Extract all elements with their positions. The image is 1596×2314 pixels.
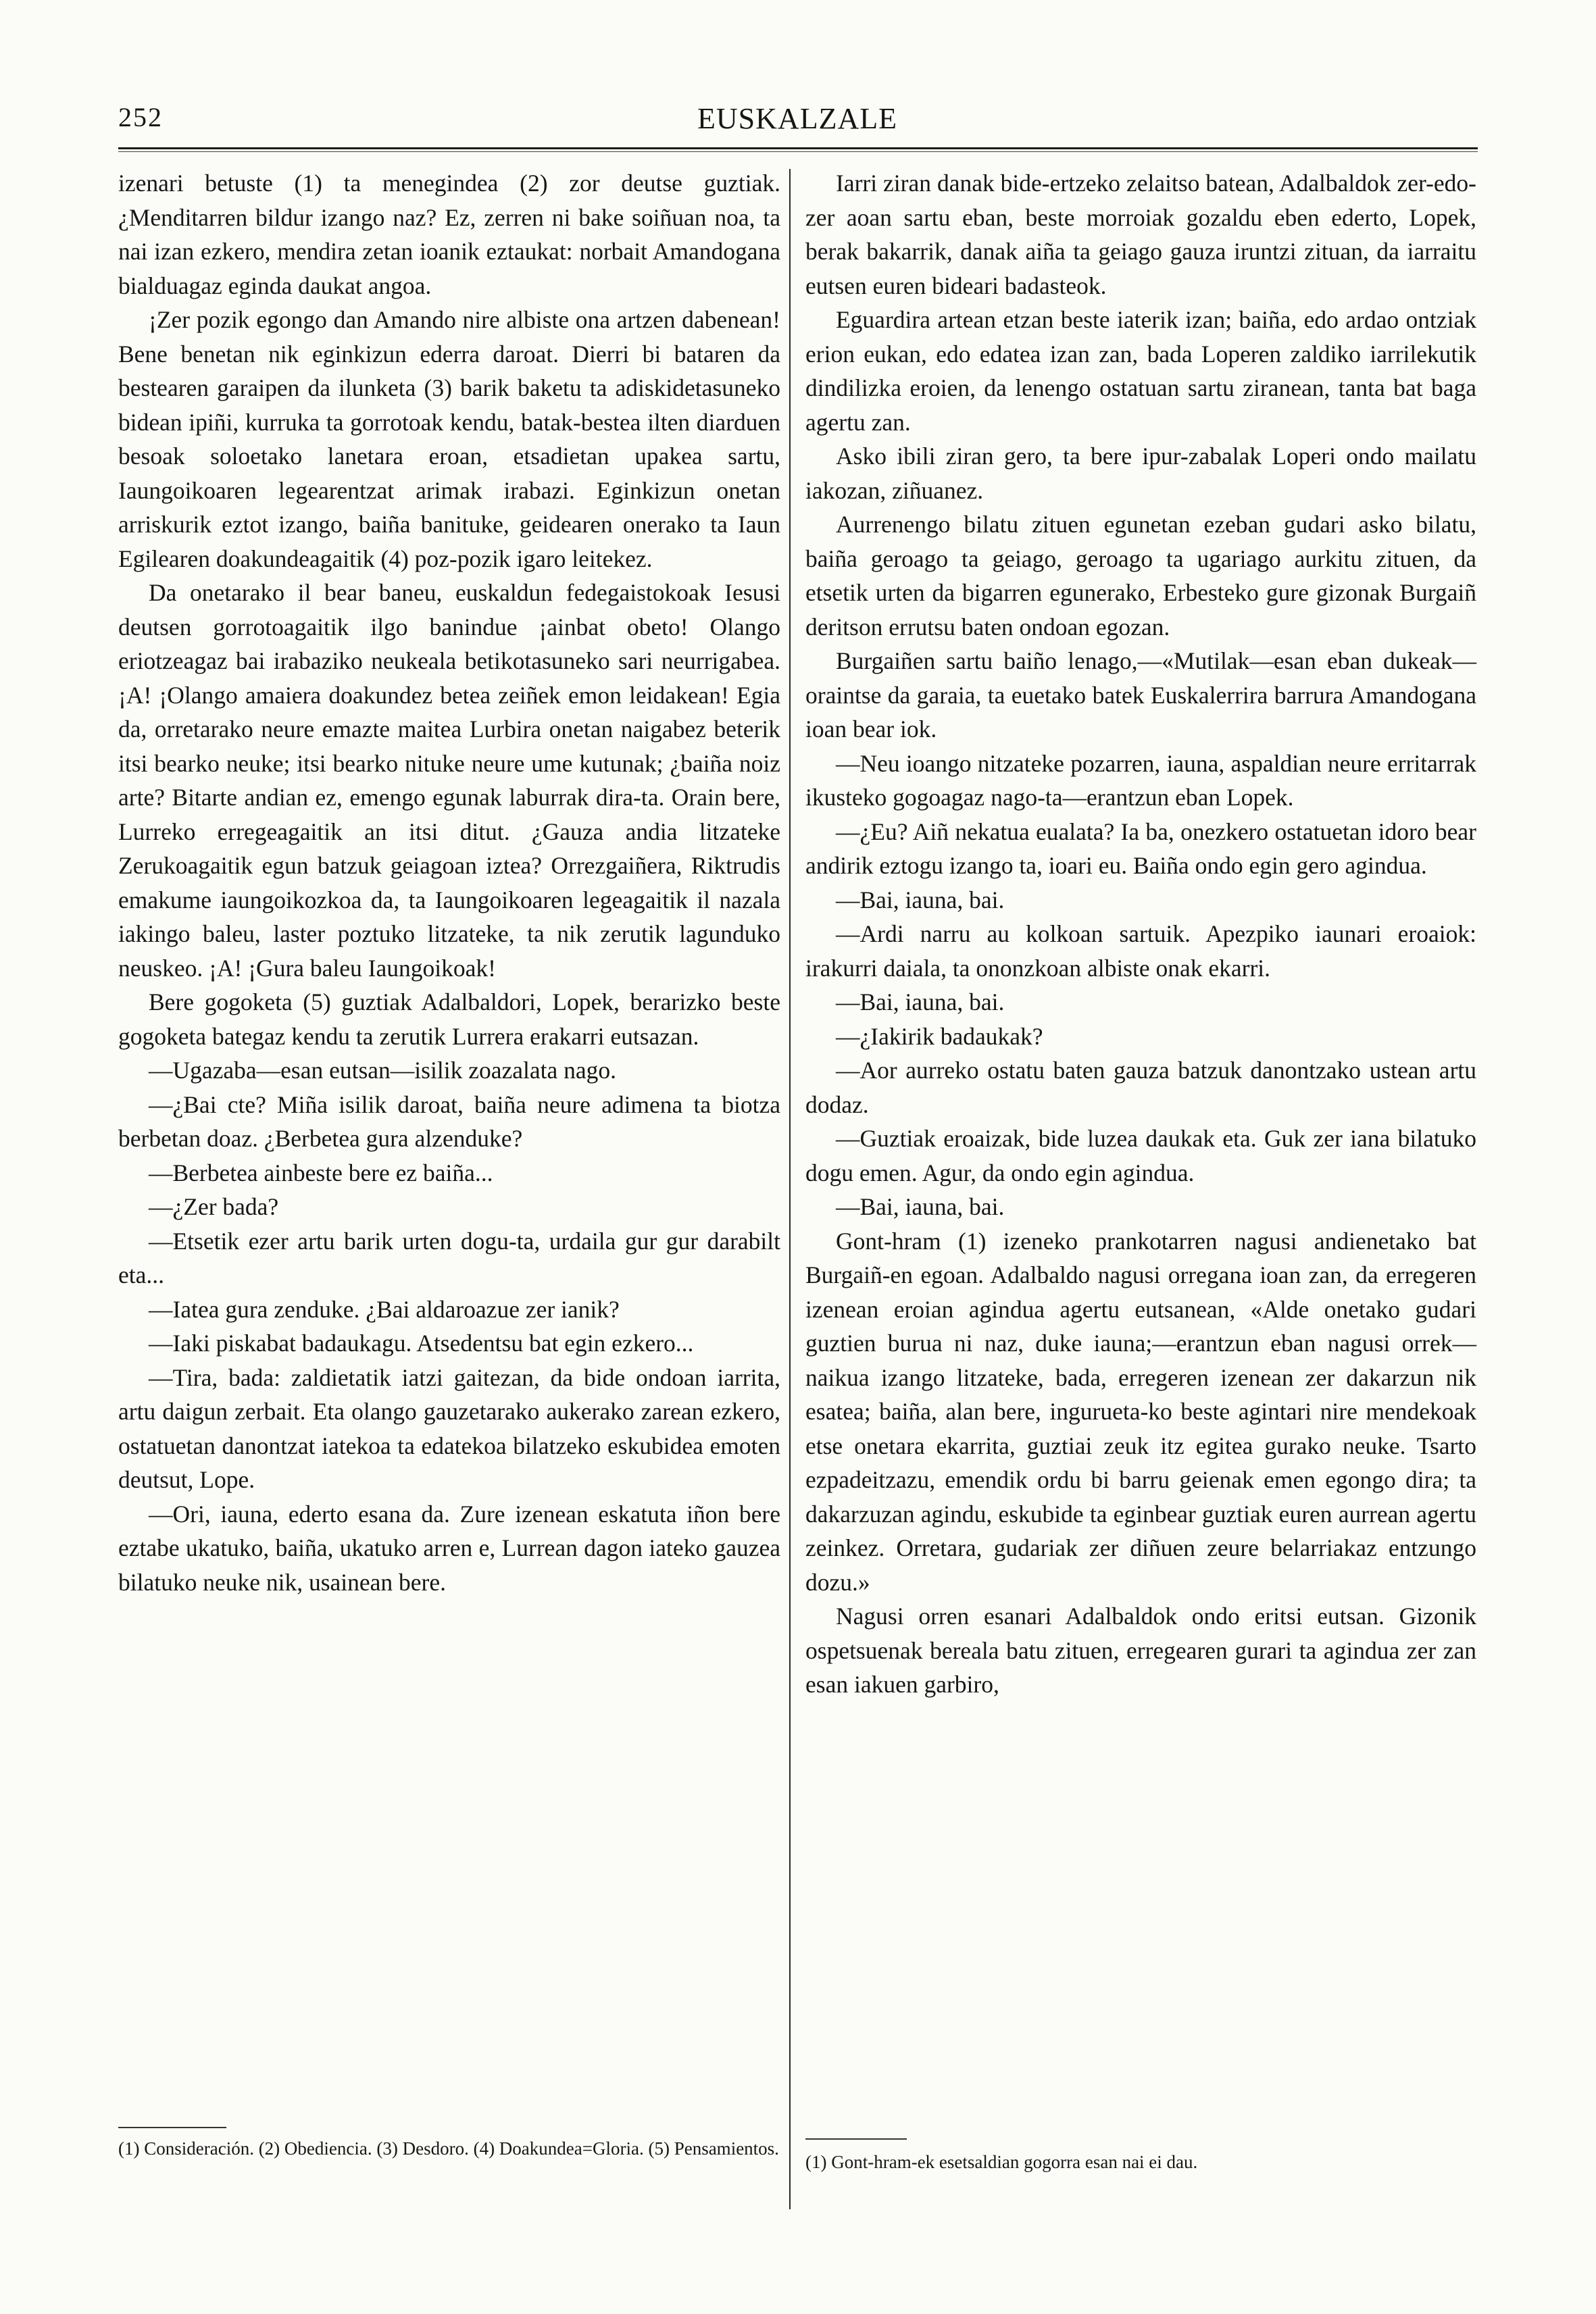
dialogue-line: —Ardi narru au kolkoan sartuik. Apezpiko iaunari eroaiok: irakurri daiala, ta ononzkoan albiste onak ekarri. (805, 920, 1476, 982)
dialogue-line: —Bai, iauna, bai. (836, 1193, 1005, 1220)
header-rule-thin (118, 151, 1478, 152)
header-rule (118, 147, 1478, 149)
paragraph: Iarri ziran danak bide-ertzeko zelaitso batean, Adalbaldok zer-edo-zer aoan sartu eban, beste morroiak gozaldu eben ederto, Lopek, berak bakarrik, danak aiña ta geiago gauza iruntzi zituan, da iarraitu eutsen euren bideari badasteok. (805, 170, 1476, 299)
dialogue-line: —Berbetea ainbeste bere ez baiña... (149, 1159, 493, 1186)
dialogue-line: —¿Bai cte? Miña isilik daroat, baiña neure adimena ta biotza berbetan doaz. ¿Berbetea gura alzenduke? (118, 1090, 780, 1152)
running-title: EUSKALZALE (697, 102, 897, 135)
paragraph: Bere gogoketa (5) guztiak Adalbaldori, Lopek, berarizko beste gogoketa bategaz kendu ta zerutik Lurrera erakarri eutsazan. (118, 988, 780, 1050)
dialogue-line: —Guztiak eroaizak, bide luzea daukak eta. Guk zer iana bilatuko dogu emen. Agur, da ondo egin agindua. (805, 1125, 1476, 1186)
footnote-rule-right (805, 2138, 907, 2140)
dialogue-line: —¿Iakirik badaukak? (836, 1022, 1043, 1050)
paragraph: Nagusi orren esanari Adalbaldok ondo eritsi eutsan. Gizonik ospetsuenak bereala batu zituen, erregearen gurari ta agindua zer zan esan iakuen garbiro, (805, 1603, 1476, 1698)
footnotes-left: (1) Consideración. (2) Obediencia. (3) Desdoro. (4) Doakundea=Gloria. (5) Pensamientos. (118, 2138, 779, 2159)
dialogue-line: —Ori, iauna, ederto esana da. Zure izenean eskatuta iñon bere eztabe ukatuko, baiña, ukatuko arren e, Lurrean dagon iateko gauzea bilatuko neuke nik, usainean bere. (118, 1500, 780, 1596)
left-column (118, 166, 780, 1599)
footnote-rule-left (118, 2127, 226, 2128)
paragraph: Asko ibili ziran gero, ta bere ipur-zabalak Loperi ondo mailatu iakozan, ziñuanez. (805, 443, 1476, 504)
dialogue-line: —Etsetik ezer artu barik urten dogu-ta, urdaila gur gur darabilt eta... (118, 1227, 780, 1288)
footnote-right: (1) Gont-hram-ek esetsaldian gogorra esan nai ei dau. (805, 2152, 1198, 2172)
dialogue-line: —¿Zer bada? (149, 1193, 279, 1220)
column-divider (789, 169, 791, 2209)
dialogue-line: —Iatea gura zenduke. ¿Bai aldaroazue zer ianik? (149, 1295, 620, 1323)
page-header (118, 101, 1476, 142)
page-number: 252 (118, 102, 163, 132)
right-column (805, 166, 1476, 1702)
dialogue-line: —Ugazaba—esan eutsan—isilik zoazalata nago. (149, 1057, 616, 1084)
dialogue-line: —¿Eu? Aiñ nekatua eualata? Ia ba, onezkero ostatuetan idoro bear andirik eztogu izango ta, ioari eu. Baiña ondo egin gero agindua. (805, 818, 1476, 879)
dialogue-line: —Neu ioango nitzateke pozarren, iauna, aspaldian neure erritarrak ikusteko gogoagaz nago-ta—erantzun eban Lopek. (805, 749, 1476, 811)
dialogue-line: —Bai, iauna, bai. (836, 988, 1005, 1015)
paragraph: Gont-hram (1) izeneko prankotarren nagusi andienetako bat Burgaiñ-en egoan. Adalbaldo nagusi orregana ioan zan, da erregeren izenean eroian agindua agertu eutsanean, «Alde onetako gudari guztien burua ni naz, duke iauna;—erantzun eban nagusi orrek—naikua izango litzateke, bada, erregeren izenean zer dakarzun nik esatea; baiña, alan bere, ingurueta-ko beste agintari nire mendekoak etse onetara ekarrita, guztiai zeuk itz egitea gurako neuke. Tsarto ezpadeitzazu, emendik ordu bi barru geienak emen egongo dira; ta dakarzuzan agindu, eskubide ta eginbear guztiak euren aurrean agertu zeinkez. Orretara, gudariak zer diñuen zeure belarriakaz entzungo dozu.» (805, 1227, 1476, 1596)
paragraph: Eguardira artean etzan beste iaterik izan; baiña, edo ardao ontziak erion eukan, edo edatea izan zan, bada Loperen zaldiko iarrilekutik dindilizka eroien, da lenengo ostatuan sartu ziranean, tanta bat baga agertu zan. (805, 306, 1476, 436)
dialogue-line: —Bai, iauna, bai. (836, 886, 1005, 913)
paragraph: Aurrenengo bilatu zituen egunetan ezeban gudari asko bilatu, baiña geroago ta geiago, geroago ta ugariago aurkitu zituen, da etsetik urten da bigarren egunerako, Erbesteko gure gizonak Burgaiñ deritson errutsu baten ondoan egozan. (805, 511, 1476, 640)
dialogue-line: —Tira, bada: zaldietatik iatzi gaitezan, da bide ondoan iarrita, artu daigun zerbait. Eta olango gauzetarako aukerako zarean ezkero, ostatuetan danontzat iatekoa ta edatekoa bilatzeko eskubidea emoten deutsut, Lope. (118, 1363, 780, 1493)
dialogue-line: —Aor aurreko ostatu baten gauza batzuk danontzako ustean artu dodaz. (805, 1057, 1476, 1118)
paragraph: izenari betuste (1) ta menegindea (2) zor deutse guztiak. ¿Menditarren bildur izango naz? Ez, zerren ni bake soiñuan noa, ta nai izan ezkero, mendira zetan ioanik eztaukat: norbait Amandogana bialduagaz eginda daukat angoa. (118, 170, 780, 299)
dialogue-line: —Iaki piskabat badaukagu. Atsedentsu bat egin ezkero... (149, 1330, 694, 1357)
paragraph: Burgaiñen sartu baiño lenago,—«Mutilak—esan eban dukeak—oraintse da garaia, ta euetako batek Euskalerrira barrura Amandogana ioan bear iok. (805, 647, 1476, 743)
paragraph: ¡Zer pozik egongo dan Amando nire albiste ona artzen dabenean! Bene benetan nik eginkizun ederra daroat. Dierri bi bataren da bestearen garaipen da ilunketa (3) barik baketu ta adiskidetasuneko bidean ipiñi, kurruka ta gorrotoak kendu, batak-bestea ilten diarduen besoak soloetako lanetara eroan, etsadietan upakea sartu, Iaungoikoaren legearentzat arimak irabazi. Eginkizun onetan arriskurik eztot izango, baiña banituke, geidearen onerako ta Iaun Egilearen doakundeagaitik (4) poz-pozik igaro leitekez. (118, 306, 780, 572)
paragraph: Da onetarako il bear baneu, euskaldun fedegaistokoak Iesusi deutsen gorrotoagaitik ilgo banindue ¡ainbat obeto! Olango eriotzeagaz bai irabaziko neukeala betikotasuneko sari neurrigabea. ¡A! ¡Olango amaiera doakundez betea zeiñek emon leidakean! Egia da, orretarako neure emazte maitea Lurbira onetan naigabez beterik itsi bearko neuke; itsi bearko nituke neure ume kutunak; ¿baiña noiz arte? Bitarte andian ez, emengo egunak laburrak dira-ta. Orain bere, Lurreko erregeagaitik an itsi ditut. ¿Gauza andia litzateke Zerukoagaitik egun batzuk geiagoan iztea? Orrezgaiñera, Riktrudis emakume iaungoikozkoa da, ta Iaungoikoaren legeagaitik il nazala iakingo baleu, laster poztuko litzateke, ta nik zerutik lagunduko neuskeo. ¡A! ¡Gura baleu Iaungoikoak! (118, 579, 780, 982)
